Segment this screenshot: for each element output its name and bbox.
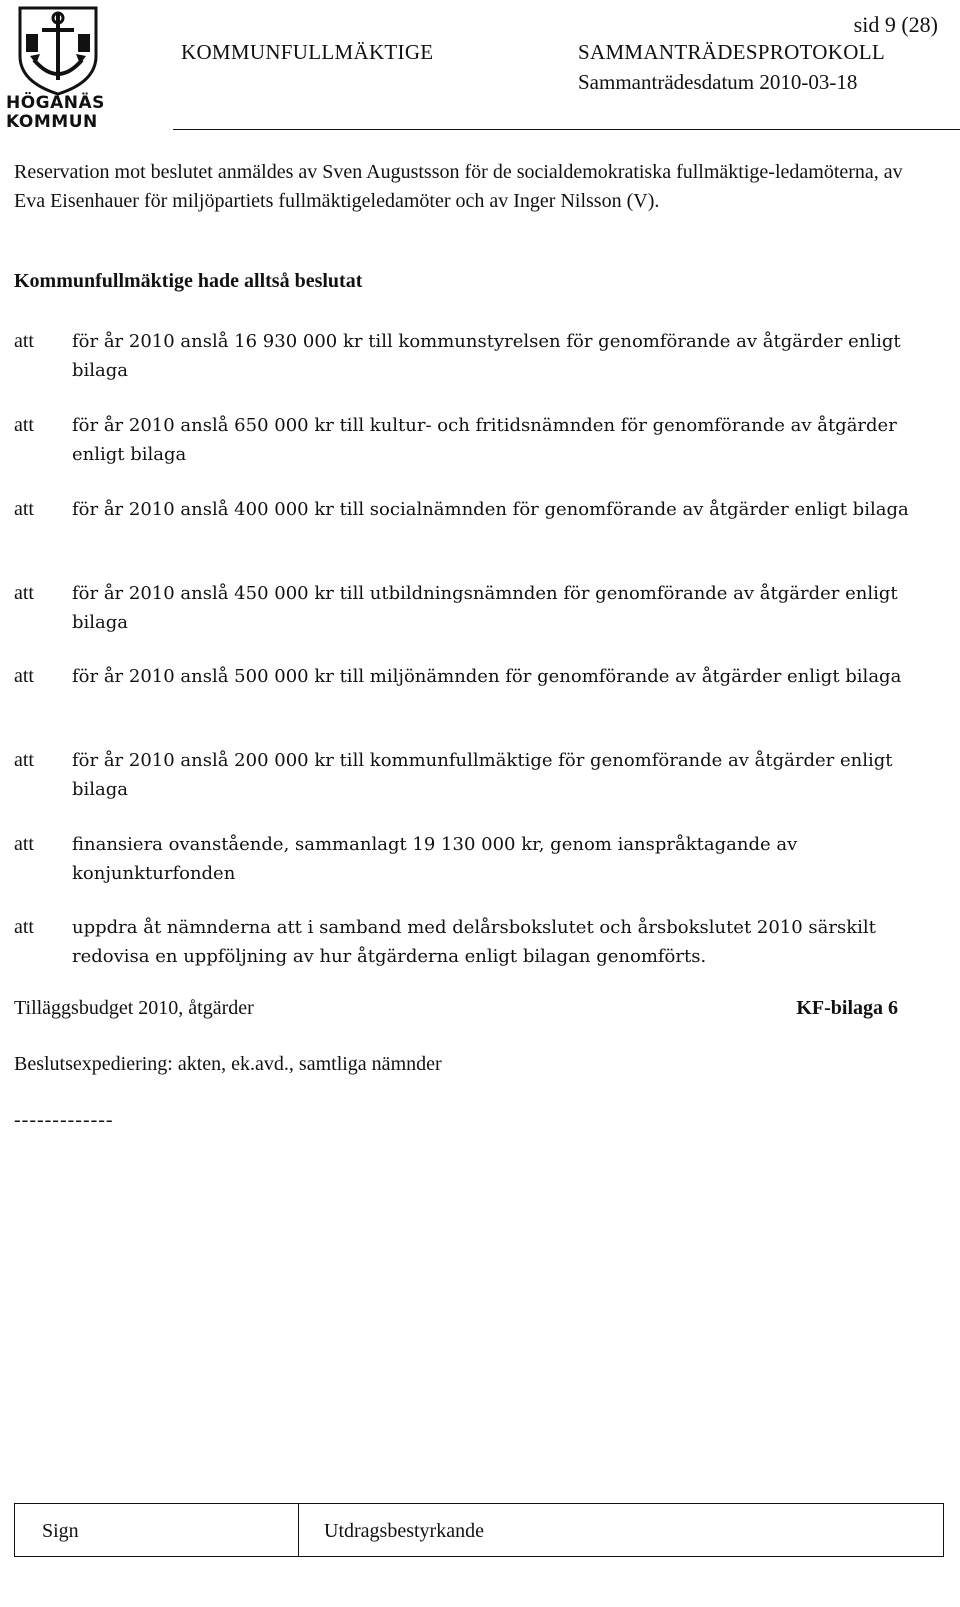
- attachment-title: Tilläggsbudget 2010, åtgärder: [14, 997, 254, 1019]
- logo-line-1: HÖGANÄS: [6, 93, 105, 113]
- item-text: för år 2010 anslå 16 930 000 kr till kommunstyrelsen för genomförande av åtgärder enligt bilaga: [72, 331, 901, 381]
- item-text: finansiera ovanstående, sammanlagt 19 130 000 kr, genom ianspråktagande av konjunkturfonden: [72, 834, 798, 884]
- sign-label: Sign: [42, 1520, 79, 1542]
- item-label: att: [14, 916, 34, 938]
- item-label: att: [14, 582, 34, 604]
- anchor-crest-icon: [6, 4, 110, 96]
- item-label: att: [14, 414, 34, 436]
- logo-wordmark: [6, 94, 116, 132]
- council-name: KOMMUNFULLMÄKTIGE: [181, 40, 434, 64]
- item-text: för år 2010 anslå 200 000 kr till kommunfullmäktige för genomförande av åtgärder enligt bilaga: [72, 750, 893, 800]
- logo-line-2: KOMMUN: [6, 112, 98, 132]
- attachment-ref: KF-bilaga 6: [796, 997, 898, 1019]
- item-label: att: [14, 330, 34, 352]
- meeting-date: Sammanträdesdatum 2010-03-18: [578, 70, 858, 94]
- item-text: för år 2010 anslå 650 000 kr till kultur- och fritidsnämnden för genomförande av åtgärder enligt bilaga: [72, 415, 897, 465]
- item-text: för år 2010 anslå 500 000 kr till miljönämnden för genomförande av åtgärder enligt bilaga: [72, 666, 902, 687]
- item-label: att: [14, 665, 34, 687]
- footer-divider: [943, 1504, 944, 1556]
- reservation-paragraph: Reservation mot beslutet anmäldes av Sven Augustsson för de socialdemokratiska fullmäktige-ledamöterna, av Eva Eisenhauer för miljöpartiets fullmäktigeledamöter och av Inger Nilsson (V).: [14, 161, 903, 212]
- item-label: att: [14, 498, 34, 520]
- page-number: sid 9 (28): [853, 12, 938, 37]
- dispatch-line: Beslutsexpediering: akten, ek.avd., samtliga nämnder: [14, 1053, 442, 1075]
- decision-heading: Kommunfullmäktige hade alltså beslutat: [14, 270, 363, 292]
- item-text: uppdra åt nämnderna att i samband med delårsbokslutet och årsbokslutet 2010 särskilt redovisa en uppföljning av hur åtgärderna enligt bilagan genomförts.: [72, 917, 876, 967]
- footer-divider: [298, 1504, 299, 1556]
- separator-line: -------------: [14, 1109, 114, 1131]
- item-label: att: [14, 833, 34, 855]
- item-label: att: [14, 749, 34, 771]
- item-text: för år 2010 anslå 400 000 kr till socialnämnden för genomförande av åtgärder enligt bilaga: [72, 499, 909, 520]
- signature-footer: [14, 1503, 944, 1557]
- item-text: för år 2010 anslå 450 000 kr till utbildningsnämnden för genomförande av åtgärder enligt bilaga: [72, 583, 898, 633]
- document-type: SAMMANTRÄDESPROTOKOLL: [578, 40, 885, 64]
- header-divider: [173, 129, 960, 130]
- footer-divider: [14, 1504, 15, 1556]
- certification-label: Utdragsbestyrkande: [324, 1520, 484, 1542]
